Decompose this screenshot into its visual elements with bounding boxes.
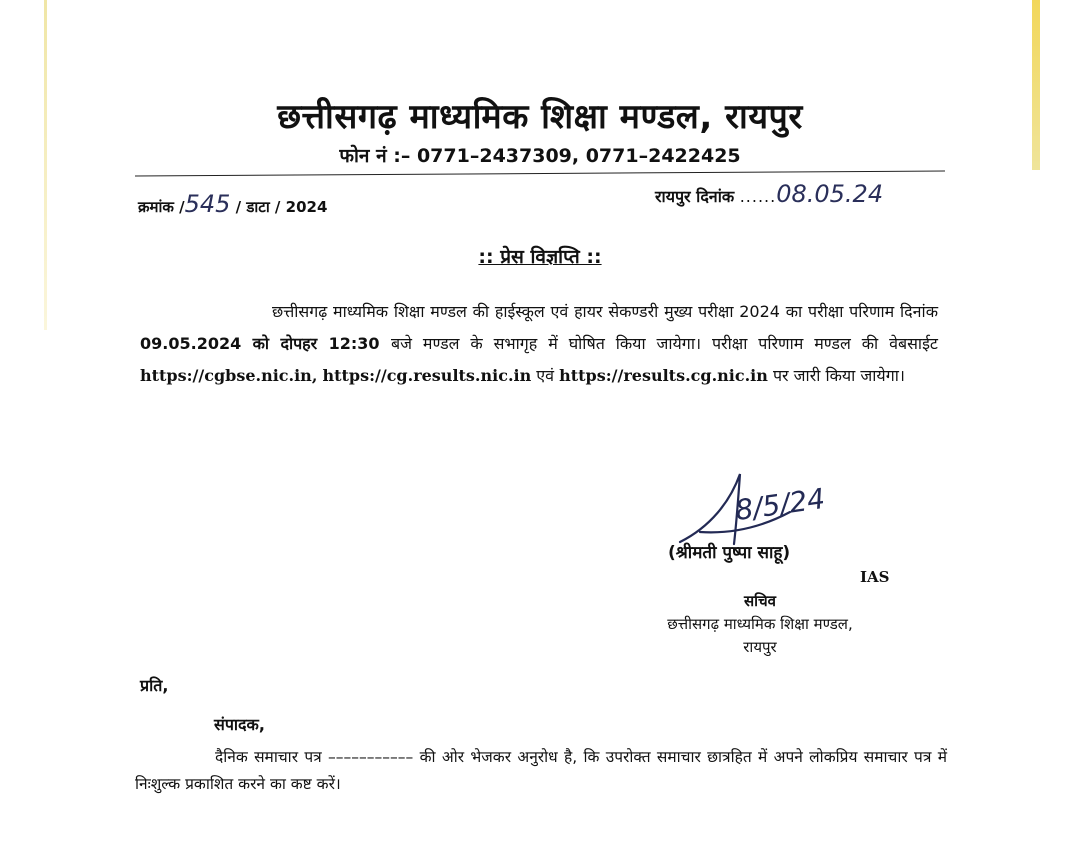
reference-suffix: / डाटा / 2024 — [235, 198, 328, 216]
dateline-dots: ...... — [739, 187, 777, 206]
org-title: छत्तीसगढ़ माध्यमिक शिक्षा मण्डल, रायपुर — [277, 97, 803, 137]
signatory-service: IAS — [860, 568, 890, 586]
result-time: को दोपहर 12:30 — [241, 334, 391, 353]
reference-handwritten-number: 545 — [184, 190, 231, 218]
reference-prefix: क्रमांक / — [138, 198, 185, 216]
signatory-name: (श्रीमती पुष्पा साहू) — [668, 543, 791, 563]
closing-request — [135, 744, 947, 798]
result-date: 09.05.2024 — [140, 334, 242, 353]
website-link-cgbse: https://cgbse.nic.in, — [140, 366, 318, 385]
recipient-to: प्रति, — [140, 676, 169, 695]
header-divider — [135, 171, 945, 177]
body-and: एवं — [531, 366, 560, 385]
dateline-handwritten-date: 08.05.24 — [776, 180, 884, 208]
website-link-cg-results: https://cg.results.nic.in — [322, 366, 532, 385]
recipient-editor: संपादक, — [214, 715, 265, 734]
dateline-label: रायपुर दिनांक — [655, 187, 735, 206]
closing-paragraph: दैनिक समाचार पत्र ––––––––––– की ओर भेजकर अनुरोध है, कि उपरोक्त समाचार छात्रहित में अपने लोकप्रिय समाचार पत्र में निःशुल्क प्रकाशित करने का कष्ट करें। — [135, 748, 947, 793]
body-part4: पर जारी किया जायेगा। — [767, 366, 905, 385]
dateline — [655, 180, 883, 208]
press-release-heading: :: प्रेस विज्ञप्ति :: — [478, 246, 602, 268]
body-part1: छत्तीसगढ़ माध्यमिक शिक्षा मण्डल की हाईस्कूल एवं हायर सेकण्डरी मुख्य परीक्षा 2024 का परीक्षा परिणाम दिनांक — [272, 302, 938, 321]
announcement-body — [140, 296, 938, 392]
website-link-results-cg: https://results.cg.nic.in — [559, 366, 768, 385]
signature-date: 8/5/24 — [733, 481, 827, 528]
signatory-designation-block — [600, 590, 920, 659]
announcement-paragraph — [140, 296, 938, 392]
phone-numbers: फोन नं :– 0771–2437309, 0771–2422425 — [339, 145, 741, 167]
body-part3: बजे मण्डल के सभागृह में घोषित किया जायेगा। परीक्षा परिणाम मण्डल की वेबसाईट — [390, 334, 938, 353]
signatory-designation: सचिव — [744, 592, 776, 610]
reference-number — [138, 190, 327, 218]
signatory-city: रायपुर — [743, 638, 777, 656]
signatory-organization: छत्तीसगढ़ माध्यमिक शिक्षा मण्डल, — [667, 615, 853, 633]
